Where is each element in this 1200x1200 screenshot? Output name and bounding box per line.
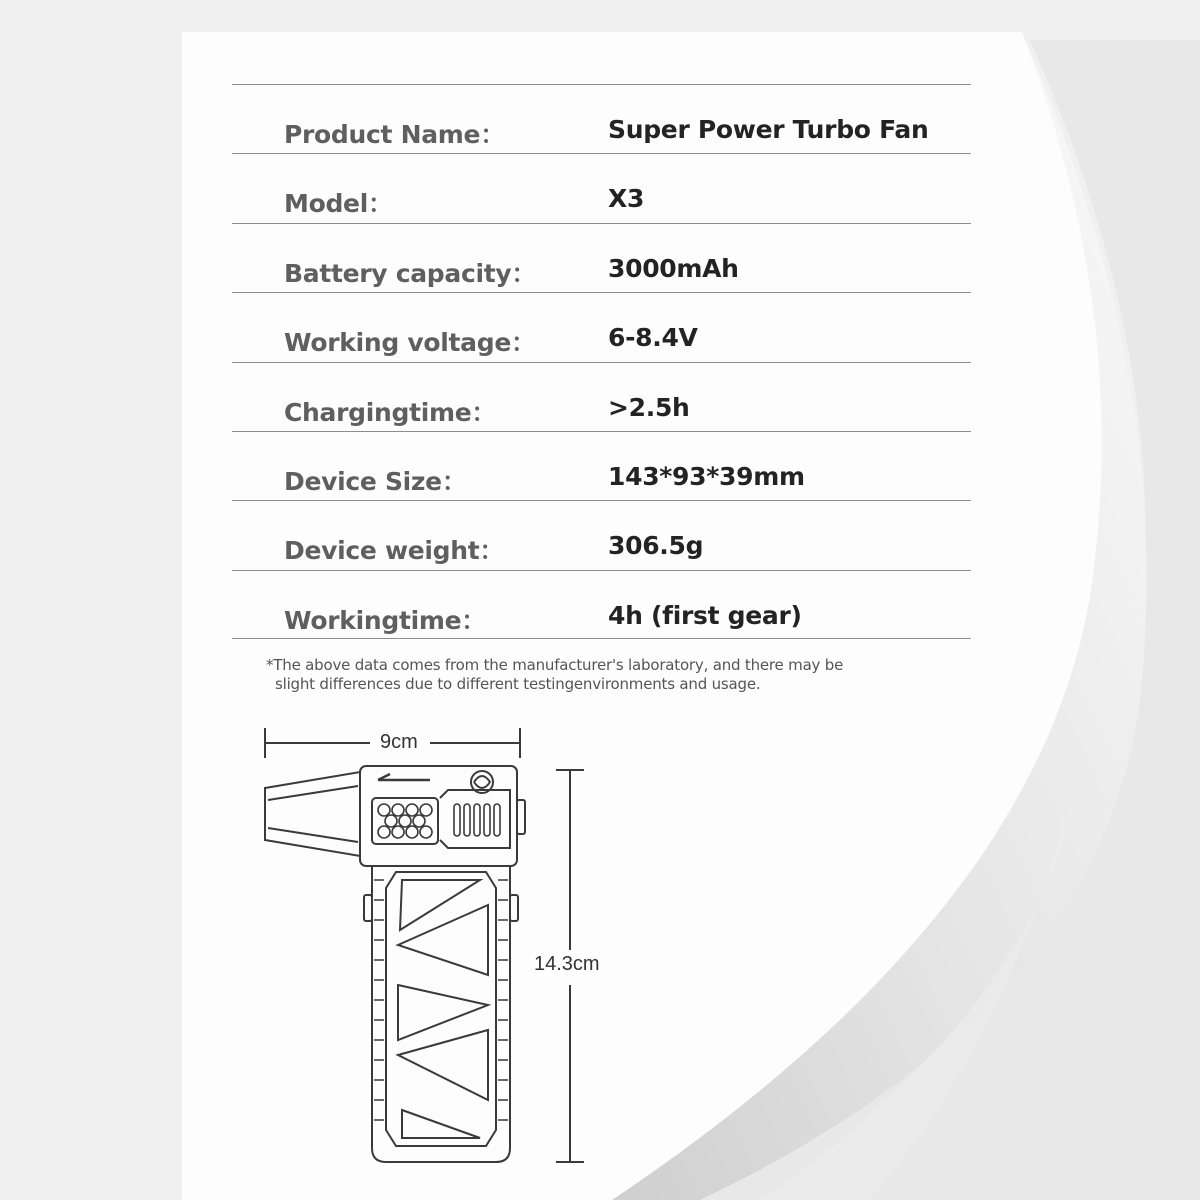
spec-label: Model： [284, 189, 393, 219]
spec-value: 3000mAh [608, 253, 739, 283]
spec-value: 306.5g [608, 531, 704, 561]
spec-value: >2.5h [608, 392, 690, 422]
spec-value: X3 [608, 184, 645, 214]
spec-label: Device weight： [284, 536, 505, 566]
spec-label: Device Size： [284, 466, 467, 496]
spec-value: 6-8.4V [608, 323, 698, 353]
fan-handle [364, 866, 518, 1162]
spec-label: Chargingtime： [284, 397, 497, 427]
width-dimension-label: 9cm [376, 731, 422, 754]
spec-value: 4h (first gear) [608, 600, 802, 630]
footnote-line-1: *The above data comes from the manufacturer's laboratory, and there may be [266, 656, 844, 674]
spec-label: Product Name： [284, 120, 505, 149]
spec-label: Working voltage： [284, 328, 536, 358]
spec-value: Super Power Turbo Fan [608, 115, 929, 144]
spec-value: 143*93*39mm [608, 461, 805, 491]
spec-label: Workingtime： [284, 605, 487, 635]
fan-head [360, 766, 525, 866]
fan-nozzle [265, 772, 360, 856]
height-dimension-label: 14.3cm [534, 953, 600, 975]
footnote-line-2: slight differences due to different testingenvironments and usage. [275, 675, 761, 693]
spec-label: Battery capacity： [284, 258, 537, 288]
